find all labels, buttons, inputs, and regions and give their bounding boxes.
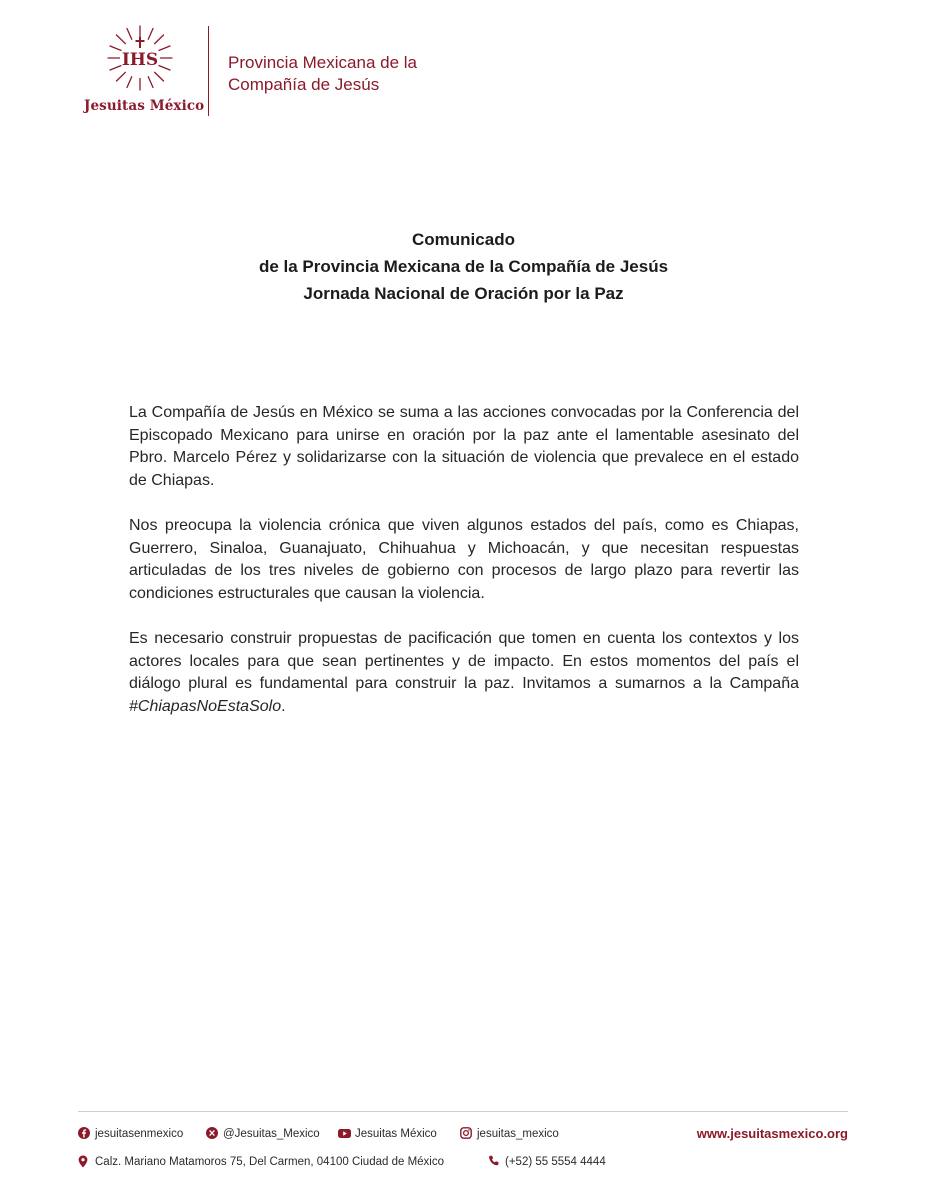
instagram-handle: jesuitas_mexico (477, 1128, 559, 1140)
heading-title: Comunicado (412, 230, 515, 249)
jesuitas-logo (84, 22, 205, 118)
address-text: Calz. Mariano Matamoros 75, Del Carmen, 04100 Ciudad de México (95, 1156, 444, 1168)
phone-number: (+52) 55 5554 4444 (505, 1156, 606, 1168)
website-link[interactable]: www.jesuitasmexico.org (696, 1126, 848, 1141)
logo-wordmark: Jesuitas México (84, 98, 205, 114)
footer-contact-row (78, 1155, 848, 1171)
phone-icon (488, 1155, 500, 1167)
campaign-hashtag[interactable]: #ChiapasNoEstaSolo (129, 697, 282, 715)
heading-subtitle: de la Provincia Mexicana de la Compañía de Jesús (258, 257, 669, 276)
ihs-sunburst-logo (106, 24, 174, 98)
facebook-icon (78, 1127, 90, 1139)
logo-monogram: IHS (121, 50, 159, 70)
org-name-line1: Provincia Mexicana de la (228, 53, 417, 72)
document-body (129, 402, 799, 741)
youtube-channel: Jesuitas México (355, 1128, 437, 1140)
footer-social-row (78, 1127, 848, 1143)
x-handle: @Jesuitas_Mexico (223, 1128, 320, 1140)
footer-divider (78, 1111, 848, 1112)
paragraph-1: La Compañía de Jesús en México se suma a las acciones convocadas por la Conferencia del Episcopado Mexicano para unirse en oración por la paz ante el lamentable asesinato del Pbro. Marcelo Pérez y solidarizarse con la situación de violencia que prevalece en el estado de Chiapas. (129, 404, 799, 489)
letterhead-divider (208, 26, 209, 116)
location-pin-icon (78, 1155, 88, 1168)
paragraph-3-end: . (281, 697, 286, 715)
paragraph-2: Nos preocupa la violencia crónica que viven algunos estados del país, como es Chiapas, Guerrero, Sinaloa, Guanajuato, Chihuahua y Michoacán, y que necesitan respuestas articuladas de los tres niveles de gobierno con procesos de largo plazo para revertir las condiciones estructurales que causan la violencia. (129, 517, 799, 602)
letterhead (84, 22, 504, 118)
document-heading (0, 226, 927, 307)
facebook-handle: jesuitasenmexico (95, 1128, 184, 1140)
youtube-icon (338, 1127, 351, 1139)
paragraph-3 (129, 628, 799, 718)
heading-event: Jornada Nacional de Oración por la Paz (303, 284, 624, 303)
x-icon (206, 1127, 218, 1139)
instagram-icon (460, 1127, 472, 1139)
organization-name (228, 52, 417, 96)
org-name-line2: Compañía de Jesús (228, 75, 380, 94)
paragraph-3-text: Es necesario construir propuestas de pacificación que tomen en cuenta los contextos y los actores locales para que sean pertinentes y de impacto. En estos momentos del país el diálogo plural es fundamental para construir la paz. Invitamos a sumarnos a la Campaña (129, 630, 799, 692)
